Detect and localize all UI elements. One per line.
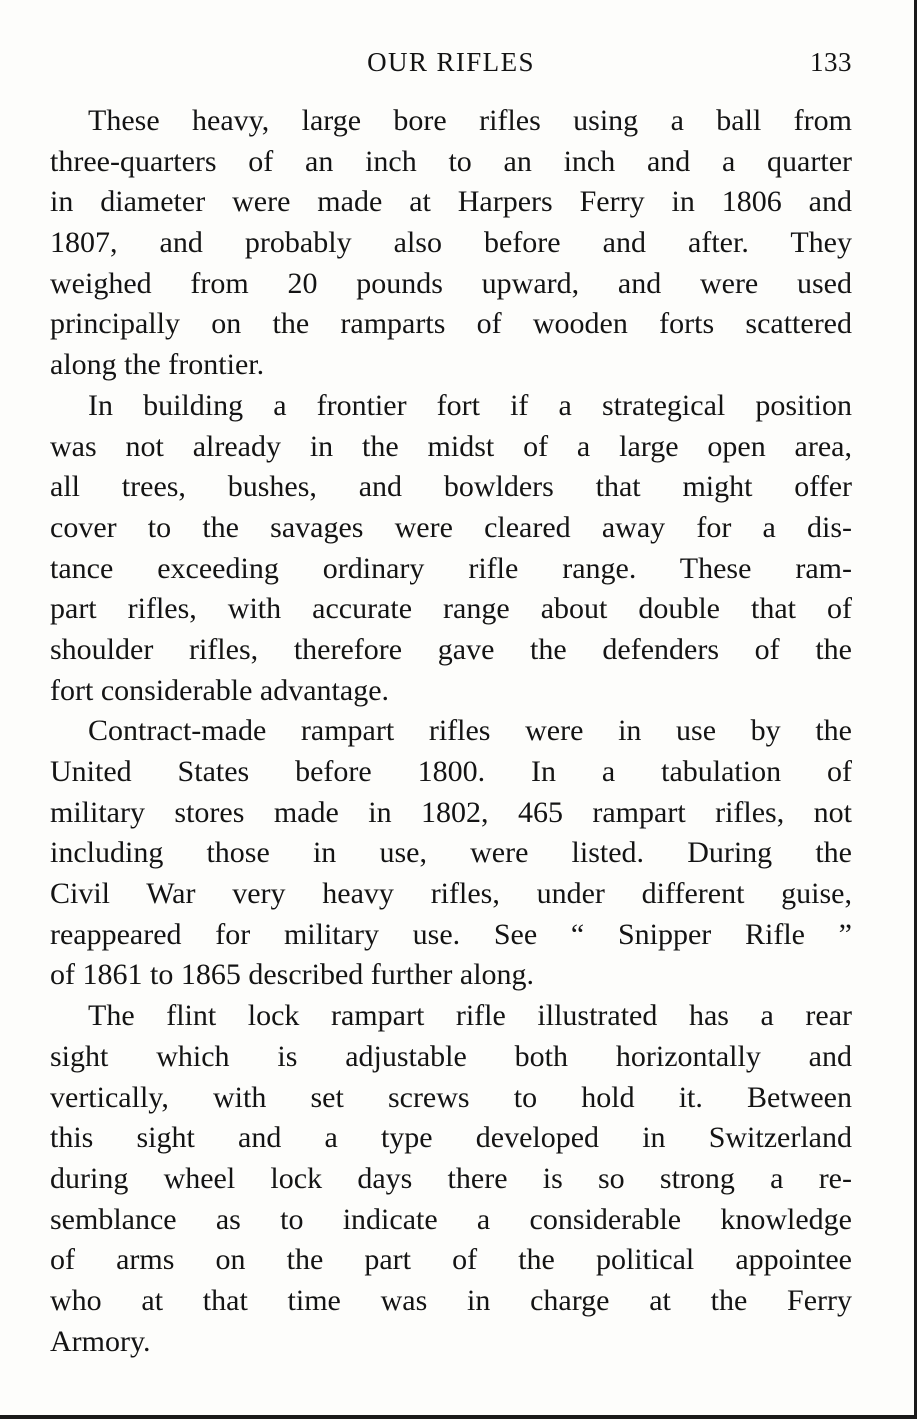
text-line: of arms on the part of the political appointee: [50, 1243, 852, 1277]
text-line: cover to the savages were cleared away for a dis-: [50, 510, 852, 544]
text-line: These heavy, large bore rifles using a ball from: [88, 104, 852, 137]
text-line: along the frontier.: [50, 348, 265, 382]
text-line: principally on the ramparts of wooden forts scattered: [50, 307, 852, 341]
text-line: tance exceeding ordinary rifle range. These ram-: [50, 551, 852, 585]
text-line: who at that time was in charge at the Ferry: [50, 1283, 852, 1317]
text-line: three-quarters of an inch to an inch and a quarter: [50, 144, 852, 178]
text-line: of 1861 to 1865 described further along.: [50, 958, 535, 992]
text-line: military stores made in 1802, 465 rampart rifles, not: [50, 795, 852, 829]
text-line: weighed from 20 pounds upward, and were used: [50, 266, 852, 300]
text-line: In building a frontier fort if a strategical position: [88, 388, 852, 422]
text-line: in diameter were made at Harpers Ferry in 1806 and: [50, 185, 852, 219]
text-line: vertically, with set screws to hold it. Between: [50, 1080, 852, 1114]
text-line: fort considerable advantage.: [50, 673, 390, 707]
text-line: semblance as to indicate a considerable knowledge: [50, 1202, 852, 1236]
text-line: Civil War very heavy rifles, under different guise,: [50, 877, 852, 911]
page-number: 133: [810, 47, 852, 77]
text-line: Contract-made rampart rifles were in use by the: [88, 714, 852, 748]
text-line: shoulder rifles, therefore gave the defenders of the: [50, 632, 852, 666]
text-line: The flint lock rampart rifle illustrated has a rear: [88, 999, 852, 1033]
running-head: [50, 42, 852, 82]
text-line: was not already in the midst of a large open area,: [50, 429, 852, 463]
text-line: Armory.: [50, 1324, 151, 1358]
body-text: [50, 101, 852, 1362]
text-line: United States before 1800. In a tabulation of: [50, 755, 852, 788]
text-line: this sight and a type developed in Switzerland: [50, 1121, 852, 1155]
text-line: during wheel lock days there is so strong a re-: [50, 1161, 852, 1195]
text-line: all trees, bushes, and bowlders that might offer: [50, 470, 852, 504]
text-line: reappeared for military use. See “ Snipper Rifle ”: [50, 917, 852, 951]
text-line: 1807, and probably also before and after. They: [50, 226, 852, 260]
scan-edge-bottom: [0, 1415, 917, 1419]
text-line: part rifles, with accurate range about double that of: [50, 592, 852, 626]
text-line: including those in use, were listed. During the: [50, 836, 852, 870]
text-line: sight which is adjustable both horizontally and: [50, 1039, 852, 1073]
running-head-title: OUR RIFLES: [367, 47, 535, 77]
